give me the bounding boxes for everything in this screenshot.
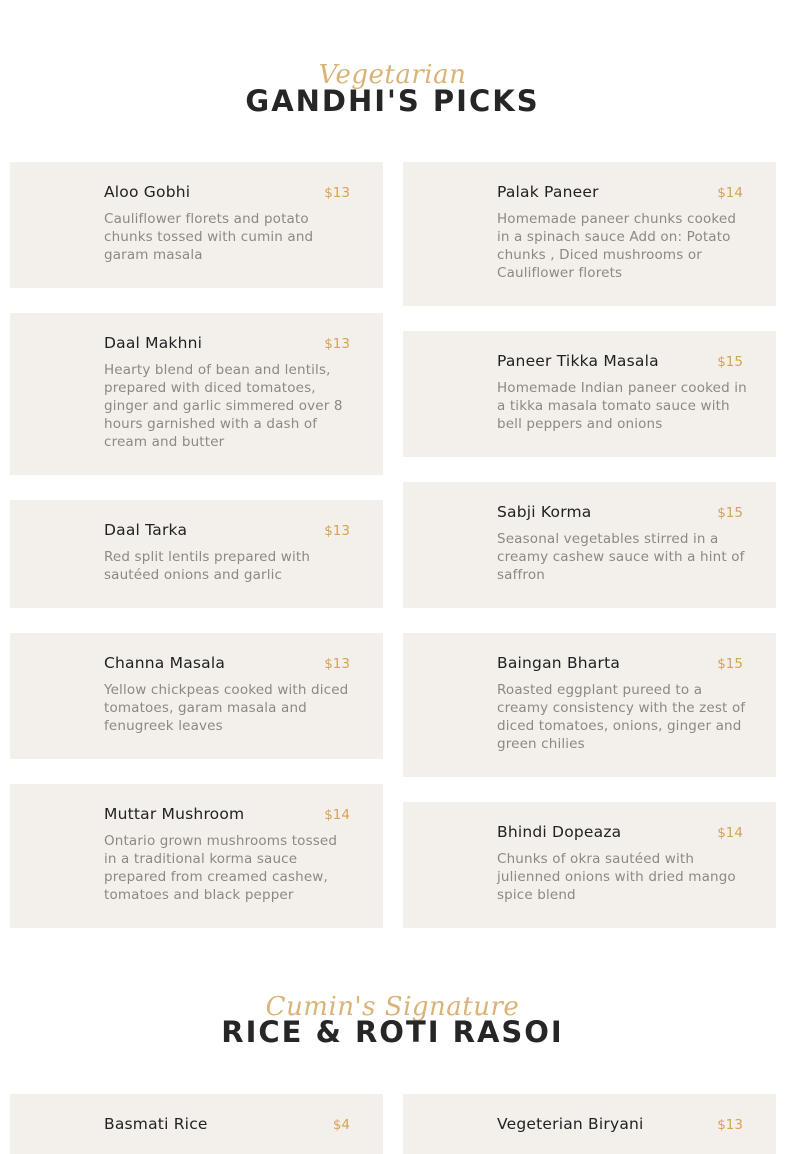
menu-item-name: Baingan Bharta (497, 654, 621, 672)
menu-item-price: $15 (717, 505, 743, 521)
menu-item-price: $15 (717, 656, 743, 672)
menu-item-price: $13 (717, 1117, 743, 1133)
menu-item-description: Seasonal vegetables stirred in a creamy cashew sauce with a hint of saffron (497, 531, 745, 583)
menu-item-price: $13 (324, 185, 350, 201)
menu-item-name: Aloo Gobhi (104, 183, 191, 201)
menu-item-card (403, 482, 776, 608)
menu-item-description: Homemade paneer chunks cooked in a spinach sauce Add on: Potato chunks , Diced mushrooms or Cauliflower florets (497, 211, 737, 281)
menu-item-card (10, 633, 383, 759)
section-script-label: Cumin's Signature (265, 992, 520, 1022)
menu-item-name: Bhindi Dopeaza (497, 823, 622, 841)
menu-item-card (10, 500, 383, 608)
menu-item-card (403, 802, 776, 928)
section-title: RICE & ROTI RASOI (221, 1015, 564, 1049)
section-script-label: Vegetarian (318, 60, 467, 90)
menu-item-name: Channa Masala (104, 654, 226, 672)
menu-item-description: Homemade Indian paneer cooked in a tikka masala tomato sauce with bell peppers and onions (497, 380, 747, 432)
menu-item-name: Muttar Mushroom (104, 805, 245, 823)
menu-item-card (403, 1094, 776, 1154)
menu-item-card (10, 162, 383, 288)
menu-item-price: $14 (717, 185, 743, 201)
menu-item-name: Sabji Korma (497, 503, 592, 521)
menu-item-name: Daal Makhni (104, 334, 203, 352)
menu-item-name: Vegeterian Biryani (497, 1115, 644, 1133)
menu-item-price: $4 (332, 1117, 350, 1133)
menu-item-card (10, 784, 383, 928)
menu-item-price: $13 (324, 656, 350, 672)
menu-item-name: Basmati Rice (104, 1115, 208, 1133)
menu-item-description: Roasted eggplant pureed to a creamy consistency with the zest of diced tomatoes, onions, ginger and green chilies (497, 682, 746, 752)
menu-item-price: $14 (717, 825, 743, 841)
menu-item-name: Palak Paneer (497, 183, 599, 201)
menu-item-price: $13 (324, 336, 350, 352)
menu-item-description: Ontario grown mushrooms tossed in a traditional korma sauce prepared from creamed cashew, tomatoes and black pepper (104, 833, 338, 903)
menu-item-card (10, 313, 383, 475)
menu-item-price: $14 (324, 807, 350, 823)
menu-item-price: $15 (717, 354, 743, 370)
menu-item-description: Yellow chickpeas cooked with diced tomatoes, garam masala and fenugreek leaves (104, 682, 349, 734)
menu-item-card (10, 1094, 383, 1154)
menu-item-price: $13 (324, 523, 350, 539)
menu-item-description: Red split lentils prepared with sautéed onions and garlic (104, 549, 311, 583)
menu-item-description: Cauliflower florets and potato chunks tossed with cumin and garam masala (104, 211, 314, 263)
menu-item-description: Hearty blend of bean and lentils, prepared with diced tomatoes, ginger and garlic simmered over 8 hours garnished with a dash of cream and butter (104, 362, 343, 450)
menu-item-card (403, 633, 776, 777)
menu-item-card (403, 162, 776, 306)
menu-item-card (403, 331, 776, 457)
menu-item-description: Chunks of okra sautéed with julienned onions with dried mango spice blend (497, 851, 736, 903)
menu-item-name: Paneer Tikka Masala (497, 352, 659, 370)
menu-item-name: Daal Tarka (104, 521, 188, 539)
section-title: GANDHI'S PICKS (245, 84, 540, 118)
